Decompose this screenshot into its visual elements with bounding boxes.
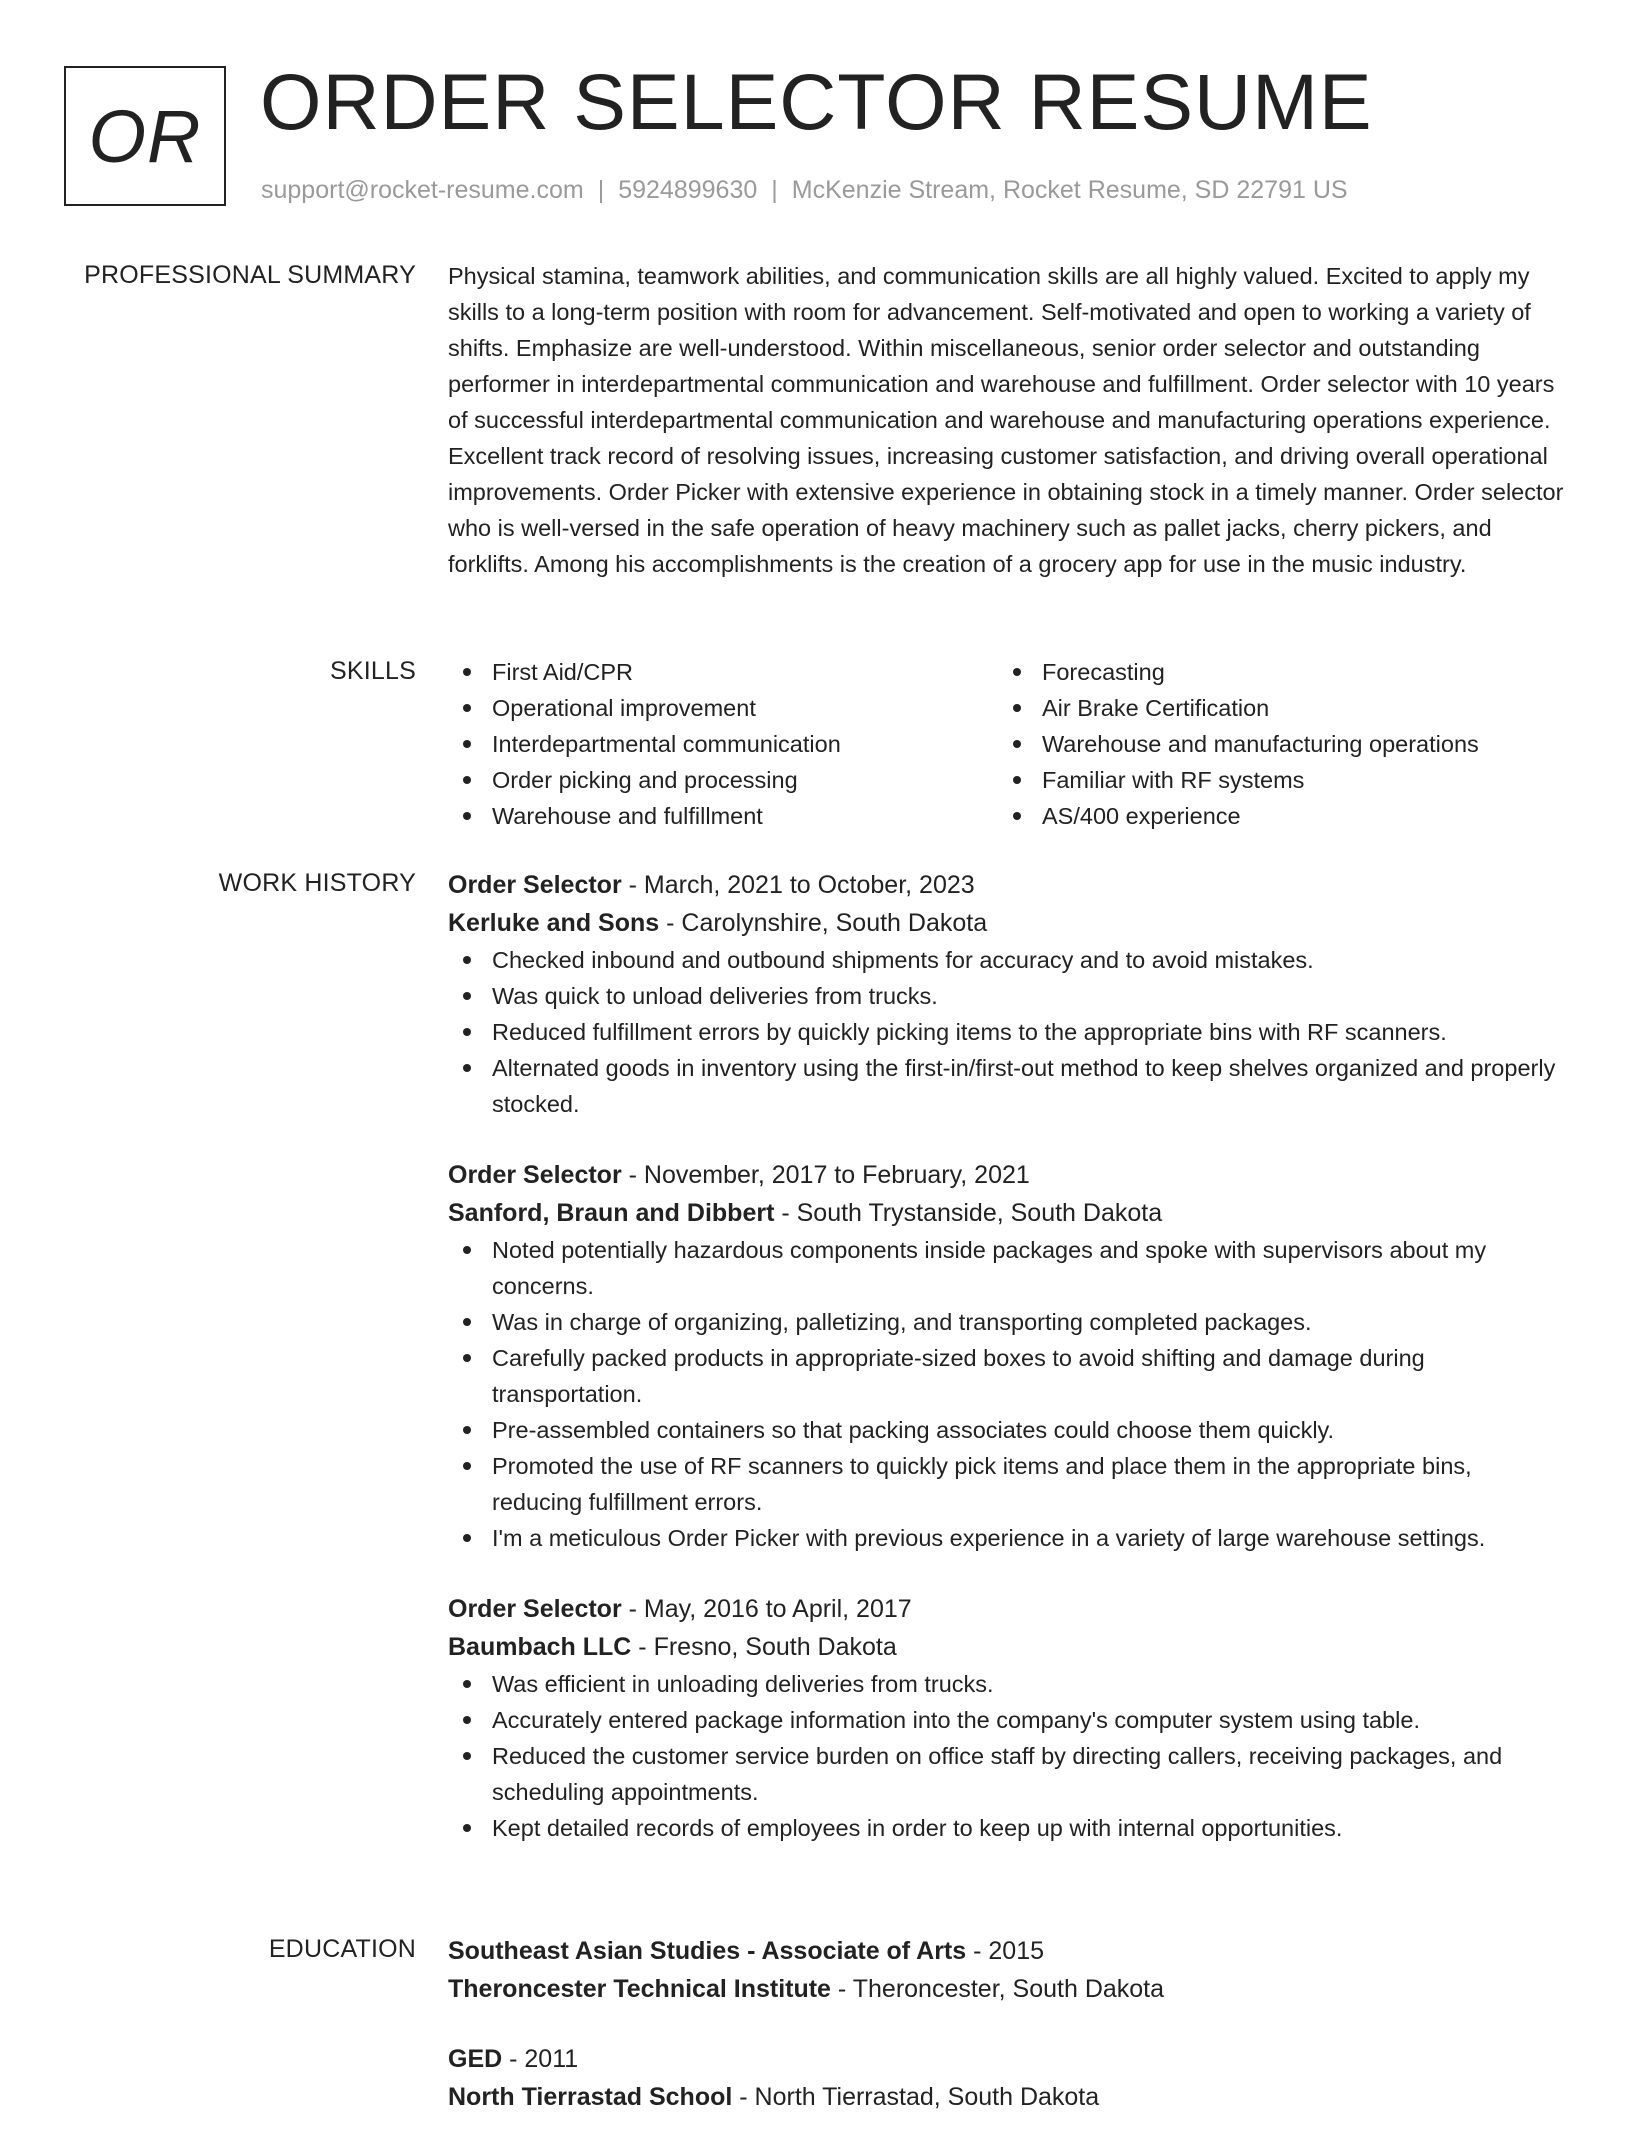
job-entry	[448, 866, 1568, 1122]
degree-line	[448, 2040, 1568, 2078]
skills-grid	[448, 654, 1568, 834]
job-duty: Was efficient in unloading deliveries from trucks.	[448, 1666, 1568, 1702]
job-title-line	[448, 866, 1568, 904]
contact-address: McKenzie Stream, Rocket Resume, SD 22791 US	[791, 176, 1348, 204]
work-history-body	[448, 866, 1568, 1880]
job-dates: - March, 2021 to October, 2023	[621, 871, 975, 899]
contact-separator: |	[771, 176, 778, 204]
job-company-line	[448, 1194, 1568, 1232]
degree-year: - 2015	[966, 1937, 1045, 1965]
job-title: Order Selector	[448, 1161, 622, 1189]
job-duty: Carefully packed products in appropriate-sized boxes to avoid shifting and damage during transportation.	[448, 1340, 1568, 1412]
job-title-line	[448, 1590, 1568, 1628]
job-title: Order Selector	[448, 871, 622, 899]
summary-body	[448, 258, 1568, 582]
job-entry	[448, 1156, 1568, 1556]
skills-list-right	[998, 654, 1568, 834]
school-location: - Theroncester, South Dakota	[830, 1975, 1165, 2003]
job-duty: Checked inbound and outbound shipments for accuracy and to avoid mistakes.	[448, 942, 1568, 978]
education-entry	[448, 2040, 1568, 2116]
skill-item: Interdepartmental communication	[448, 726, 998, 762]
skill-item: Order picking and processing	[448, 762, 998, 798]
education-body	[448, 1932, 1568, 2148]
contact-separator: |	[597, 176, 605, 204]
job-location: - South Trystanside, South Dakota	[774, 1199, 1163, 1227]
job-company-line	[448, 904, 1568, 942]
job-dates: - May, 2016 to April, 2017	[621, 1595, 912, 1623]
job-duty: Reduced the customer service burden on office staff by directing callers, receiving packages, and scheduling appointments.	[448, 1738, 1568, 1810]
skill-item: Warehouse and fulfillment	[448, 798, 998, 834]
job-duty: Pre-assembled containers so that packing associates could choose them quickly.	[448, 1412, 1568, 1448]
degree: Southeast Asian Studies - Associate of Arts	[448, 1937, 967, 1965]
job-duty: Was quick to unload deliveries from trucks.	[448, 978, 1568, 1014]
job-location: - Carolynshire, South Dakota	[659, 909, 988, 937]
job-duties	[448, 1232, 1568, 1556]
job-duty: Alternated goods in inventory using the first-in/first-out method to keep shelves organized and properly stocked.	[448, 1050, 1568, 1122]
job-company: Baumbach LLC	[448, 1633, 632, 1661]
job-duties	[448, 942, 1568, 1122]
summary-heading: PROFESSIONAL SUMMARY	[84, 261, 416, 289]
skill-item: AS/400 experience	[998, 798, 1568, 834]
education-heading: EDUCATION	[268, 1935, 416, 1963]
monogram-initials: OR	[88, 94, 202, 178]
school: Theroncester Technical Institute	[448, 1975, 831, 2003]
job-duties	[448, 1666, 1568, 1846]
monogram-box	[64, 66, 226, 206]
school-line	[448, 1970, 1568, 2008]
job-duty: Promoted the use of RF scanners to quickly pick items and place them in the appropriate bins, reducing fulfillment errors.	[448, 1448, 1568, 1520]
degree-year: - 2011	[502, 2045, 579, 2073]
skill-item: Familiar with RF systems	[998, 762, 1568, 798]
job-dates: - November, 2017 to February, 2021	[621, 1161, 1030, 1189]
education-entry	[448, 1932, 1568, 2008]
job-duty: Noted potentially hazardous components inside packages and spoke with supervisors about my concerns.	[448, 1232, 1568, 1304]
job-entry	[448, 1590, 1568, 1846]
skill-item: Operational improvement	[448, 690, 998, 726]
job-duty: Kept detailed records of employees in order to keep up with internal opportunities.	[448, 1810, 1568, 1846]
skill-item: First Aid/CPR	[448, 654, 998, 690]
resume-title: ORDER SELECTOR RESUME	[260, 57, 1373, 146]
skills-heading: SKILLS	[330, 657, 416, 685]
job-title-line	[448, 1156, 1568, 1194]
school-line	[448, 2078, 1568, 2116]
skill-item: Air Brake Certification	[998, 690, 1568, 726]
degree-line	[448, 1932, 1568, 1970]
skills-list-left	[448, 654, 998, 834]
job-title: Order Selector	[448, 1595, 622, 1623]
job-duty: Was in charge of organizing, palletizing, and transporting completed packages.	[448, 1304, 1568, 1340]
contact-phone[interactable]: 5924899630	[618, 176, 758, 204]
skill-item: Forecasting	[998, 654, 1568, 690]
job-company: Sanford, Braun and Dibbert	[448, 1199, 775, 1227]
job-duty: I'm a meticulous Order Picker with previous experience in a variety of large warehouse settings.	[448, 1520, 1568, 1556]
skill-item: Warehouse and manufacturing operations	[998, 726, 1568, 762]
contact-line	[261, 174, 1348, 206]
job-company-line	[448, 1628, 1568, 1666]
work-history-heading: WORK HISTORY	[218, 869, 416, 897]
job-duty: Reduced fulfillment errors by quickly picking items to the appropriate bins with RF scanners.	[448, 1014, 1568, 1050]
job-location: - Fresno, South Dakota	[631, 1633, 897, 1661]
school: North Tierrastad School	[448, 2083, 733, 2111]
degree: GED	[448, 2045, 503, 2073]
school-location: - North Tierrastad, South Dakota	[732, 2083, 1100, 2111]
contact-email[interactable]: support@rocket-resume.com	[261, 176, 584, 204]
job-company: Kerluke and Sons	[448, 909, 660, 937]
job-duty: Accurately entered package information into the company's computer system using table.	[448, 1702, 1568, 1738]
summary-text: Physical stamina, teamwork abilities, and communication skills are all highly valued. Excited to apply my skills to a long-term position with room for advancement. Self-motivated and open to working a variety of shifts. Emphasize are well-understood. Within miscellaneous, senior order selector and outstanding performer in interdepartmental communication and warehouse and fulfillment. Order selector with 10 years of successful interdepartmental communication and warehouse and manufacturing operations experience. Excellent track record of resolving issues, increasing customer satisfaction, and driving overall operational improvements. Order Picker with extensive experience in obtaining stock in a timely manner. Order selector who is well-versed in the safe operation of heavy machinery such as pallet jacks, cherry pickers, and forklifts. Among his accomplishments is the creation of a grocery app for use in the music industry.	[448, 263, 1564, 577]
